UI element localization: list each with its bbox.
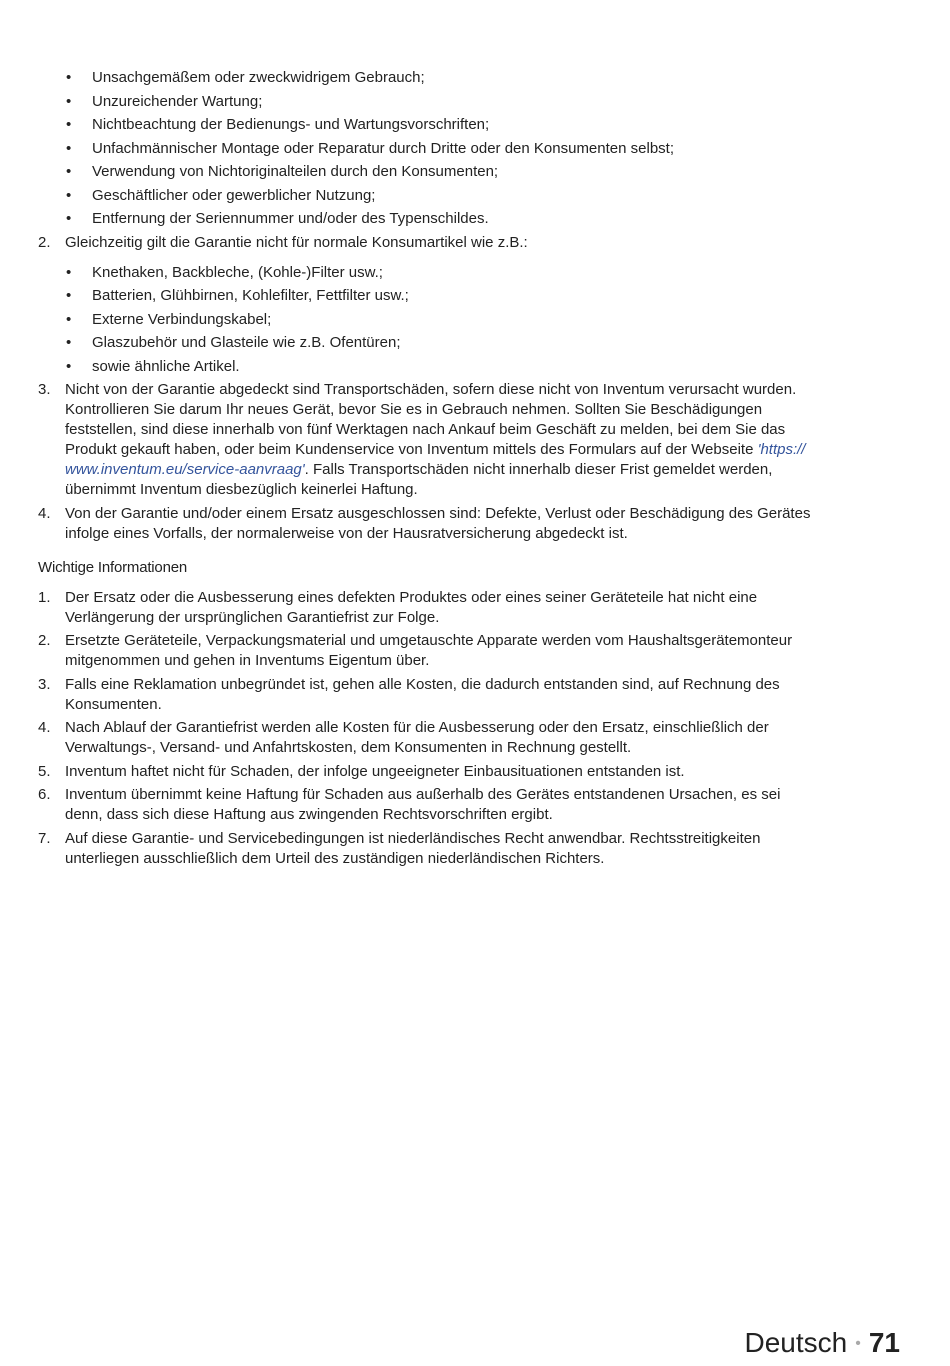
bullet-icon: • [66,93,72,110]
section-heading: Wichtige Informationen [38,559,188,576]
bullet-icon: • [66,358,72,375]
page-footer [745,1325,900,1361]
bullet-icon: • [66,140,72,157]
service-link[interactable]: www.inventum.eu/service-aanvraag' [65,461,305,478]
bullet-icon: • [66,334,72,351]
bullet-icon: • [66,210,72,227]
footer-language: Deutsch [744,1327,848,1358]
bullet-icon: • [66,69,72,86]
separator-dot-icon: • [855,1335,861,1352]
service-link[interactable]: 'https:// [757,441,806,458]
document-page: • Unsachgemäßem oder zweckwidrigem Gebrauch; • Unzureichender Wartung; • Nichtbeachtung der Bedienungs- und Wartungsvorschriften; • Unfachmännischer Montage oder Reparatur durch Dritte oder den Konsumenten selbst; • Verwendung von Nichtoriginalteilen durch den Konsumenten; • Geschäftlicher oder gewerblicher Nutzung; • Entfernung der Seriennummer und/oder des Typenschildes. 2. Gleichzeitig gilt die Garantie nicht für normale Konsumartikel wie z.B.: • Knethaken, Backbleche, (Kohle-)Filter usw.; • Batterien, Glühbirnen, Kohlefilter, Fettfilter usw.; • Externe Verbindungskabel; • Glaszubehör und Glasteile wie z.B. Ofentüren; • sowie ähnliche Artikel. 3. Nicht von der Garantie abgedeckt sind Transportschäden, sofern diese nicht von Inventum verursacht wurden. Kontrollieren Sie darum Ihr neues Gerät, bevor Sie es in Gebrauch nehmen. Sollten Sie Beschädigungen feststellen, sind diese innerhalb von fünf Werktagen nach Ankauf beim Geschäft zu melden, bei dem Sie das Produkt gekauft haben, oder beim Kundenservice von Inventum mittels des Formulars auf der Webseite 'https:// www.inventum.eu/service-aanvraag'. Falls Transportschäden nicht innerhalb dieser Frist gemeldet werden, übernimmt Inventum diesbezüglich keinerlei Haftung. 4. Von der Garantie und/oder einem Ersatz ausgeschlossen sind: Defekte, Verlust oder Beschädigung des Gerätes infolge eines Vorfalls, der normalerweise von der Hausratversicherung abgedeckt ist. Wichtige Informationen 1. Der Ersatz oder die Ausbesserung eines defekten Produktes oder eines seiner Geräteteile hat nicht eine Verlängerung der ursprünglichen Garantiefrist zur Folge. 2. Ersetzte Geräteteile, Verpackungsmaterial und umgetauschte Apparate werden vom Haushaltsgerätemonteur mitgenommen und gehen in Inventums Eigentum über. 3. Falls eine Reklamation unbegründet ist, gehen alle Kosten, die dadurch entstanden sind, auf Rechnung des Konsumenten. 4. Nach Ablauf der Garantiefrist werden alle Kosten für die Ausbesserung oder den Ersatz, einschließlich der Verwaltungs-, Versand- und Anfahrtskosten, dem Konsumenten in Rechnung gestellt. 5. Inventum haftet nicht für Schaden, der infolge ungeeigneter Einbausituationen entstanden ist. 6. Inventum übernimmt keine Haftung für Schaden aus außerhalb des Gerätes entstandenen Ursachen, es sei denn, dass sich diese Haftung aus zwingenden Rechtsvorschriften ergibt. 7. Auf diese Garantie- und Servicebedingungen ist niederländisches Recht anwendbar. Rechtsstreitigkeiten unterliegen ausschließlich dem Urteil des zuständigen niederländischen Richters. Deutsch • 71 [0,0,950,1357]
bullet-icon: • [66,311,72,328]
bullet-icon: • [66,116,72,133]
bullet-icon: • [66,287,72,304]
bullet-icon: • [66,163,72,180]
bullet-icon: • [66,187,72,204]
bullet-icon: • [66,264,72,281]
page-number: 71 [868,1327,900,1358]
